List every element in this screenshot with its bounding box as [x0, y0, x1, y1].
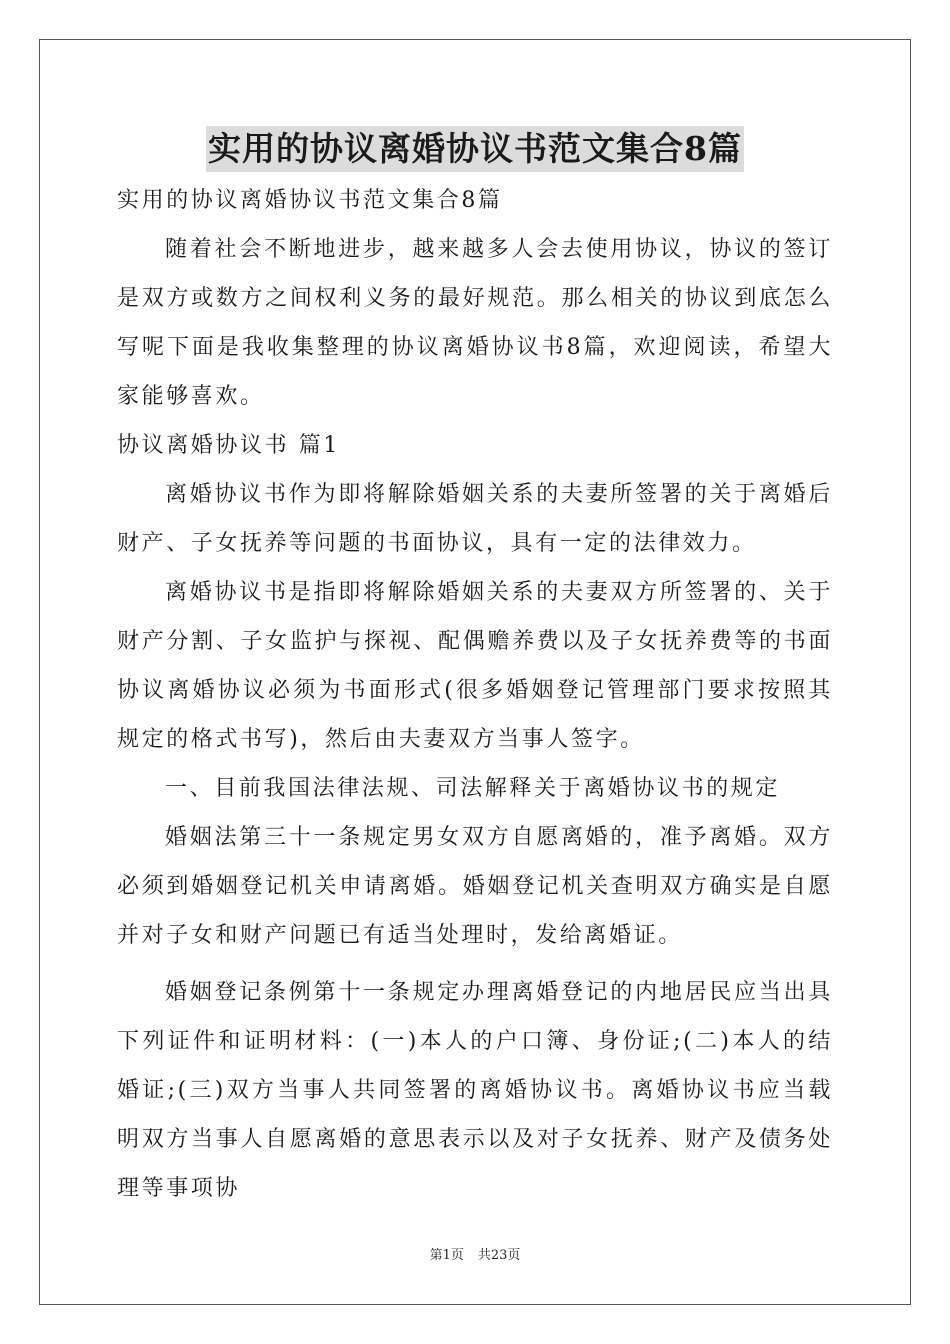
- body-paragraph: 随着社会不断地进步，越来越多人会去使用协议，协议的签订是双方或数方之间权利义务的最好规范。那么相关的协议到底怎么写呢下面是我收集整理的协议离婚协议书8篇，欢迎阅读，希望大家能够喜欢。: [117, 237, 833, 409]
- body-paragraph: 离婚协议书是指即将解除婚姻关系的夫妻双方所签署的、关于财产分割、子女监护与探视、配偶赡养费以及子女抚养费等的书面协议离婚协议必须为书面形式(很多婚姻登记管理部门要求按照其规定的格式书写)，然后由夫妻双方当事人签字。: [117, 580, 833, 752]
- body-paragraph: 婚姻登记条例第十一条规定办理离婚登记的内地居民应当出具下列证件和证明材料：(一)本人的户口簿、身份证;(二)本人的结婚证;(三)双方当事人共同签署的离婚协议书。离婚协议书应当载明双方当事人自愿离婚的意思表示以及对子女抚养、财产及债务处理等事项协: [117, 980, 833, 1201]
- page-total: 共23页: [477, 1248, 521, 1263]
- page-footer: [0, 1247, 950, 1265]
- document-body: [117, 176, 833, 1213]
- body-paragraph: 一、目前我国法律法规、司法解释关于离婚协议书的规定: [165, 776, 781, 801]
- body-paragraph: 离婚协议书作为即将解除婚姻关系的夫妻所签署的关于离婚后财产、子女抚养等问题的书面协议，具有一定的法律效力。: [117, 482, 833, 556]
- body-paragraph: 婚姻法第三十一条规定男女双方自愿离婚的，准予离婚。双方必须到婚姻登记机关申请离婚。婚姻登记机关查明双方确实是自愿并对子女和财产问题已有适当处理时，发给离婚证。: [117, 825, 833, 948]
- title-container: [0, 126, 950, 172]
- body-paragraph: 实用的协议离婚协议书范文集合8篇: [117, 188, 503, 213]
- document-title: 实用的协议离婚协议书范文集合8篇: [206, 126, 744, 172]
- body-paragraph: 协议离婚协议书 篇1: [117, 433, 340, 458]
- page-number: 第1页: [429, 1248, 464, 1263]
